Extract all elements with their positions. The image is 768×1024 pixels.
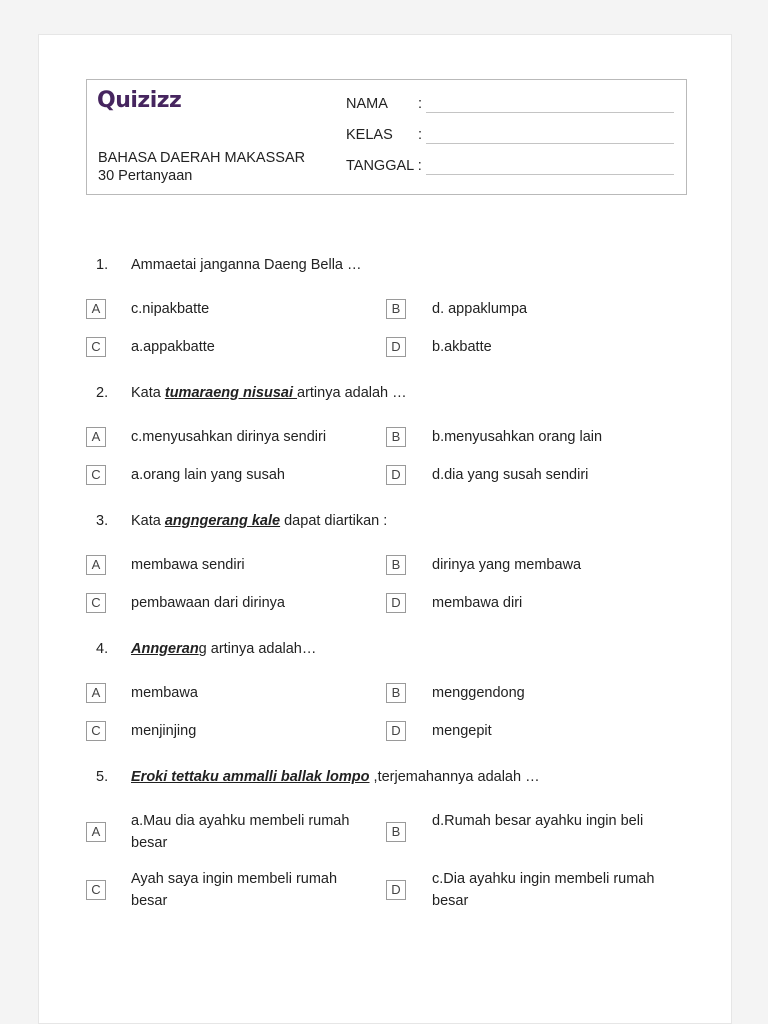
- option-text: b.menyusahkan orang lain: [432, 429, 603, 445]
- option-letter-box[interactable]: D: [386, 721, 406, 741]
- field-separator: :: [417, 158, 422, 174]
- field-label: TANGGAL: [346, 158, 414, 174]
- date-field[interactable]: [346, 158, 422, 174]
- option-letter-box[interactable]: A: [86, 299, 106, 319]
- option-text: menggendong: [432, 685, 525, 701]
- question-text-part: Kata: [131, 513, 165, 529]
- question-number: 4.: [96, 641, 109, 657]
- question-text-part: artinya adalah …: [297, 385, 407, 401]
- question-text: [131, 766, 691, 788]
- option-text: membawa diri: [432, 595, 523, 611]
- option-letter-box[interactable]: A: [86, 427, 106, 447]
- subject-title: BAHASA DAERAH MAKASSAR: [98, 150, 306, 166]
- question-count: 30 Pertanyaan: [98, 168, 193, 184]
- worksheet-page: [38, 34, 732, 1024]
- option-text: c.menyusahkan dirinya sendiri: [131, 429, 327, 445]
- option-text: dirinya yang membawa: [432, 557, 582, 573]
- emphasized-term: angngerang kale: [164, 513, 281, 529]
- subject-info: [98, 149, 305, 185]
- option-text: menjinjing: [131, 723, 197, 739]
- option-text: a.Mau dia ayahku membeli rumah besar: [131, 813, 350, 851]
- option-text: d.dia yang susah sendiri: [432, 467, 589, 483]
- option-letter-box[interactable]: B: [386, 822, 406, 842]
- field-separator: :: [418, 127, 423, 143]
- class-field[interactable]: [346, 127, 422, 143]
- option-letter-box[interactable]: B: [386, 683, 406, 703]
- field-label: KELAS: [346, 127, 393, 143]
- option-text: mengepit: [432, 723, 492, 739]
- question-text: [131, 638, 691, 660]
- date-line: [426, 174, 674, 175]
- option-text: c.nipakbatte: [131, 301, 210, 317]
- option-letter-box[interactable]: C: [86, 880, 106, 900]
- option-letter-box[interactable]: A: [86, 555, 106, 575]
- option-text: pembawaan dari dirinya: [131, 595, 285, 611]
- option-letter-box[interactable]: A: [86, 683, 106, 703]
- option-text: membawa sendiri: [131, 557, 245, 573]
- class-line: [426, 143, 674, 144]
- field-separator: :: [418, 96, 423, 112]
- worksheet-header: [86, 79, 687, 195]
- option-letter-box[interactable]: D: [386, 465, 406, 485]
- option-text: d.Rumah besar ayahku ingin beli: [432, 813, 644, 829]
- question-text: [131, 382, 691, 404]
- name-line: [426, 112, 674, 113]
- question-number: 3.: [96, 513, 109, 529]
- option-letter-box[interactable]: C: [86, 337, 106, 357]
- field-label: NAMA: [346, 96, 388, 112]
- question-text-part: dapat diartikan :: [280, 513, 388, 529]
- emphasized-term: tumaraeng nisusai: [164, 385, 298, 401]
- option-letter-box[interactable]: C: [86, 593, 106, 613]
- option-text: b.akbatte: [432, 339, 492, 355]
- option-text: membawa: [131, 685, 198, 701]
- emphasized-term: Anngeran: [131, 641, 199, 657]
- option-letter-box[interactable]: B: [386, 427, 406, 447]
- option-text: a.appakbatte: [131, 339, 215, 355]
- question-text-part: Ammaetai janganna Daeng Bella …: [131, 257, 362, 273]
- question-text-part: g artinya adalah…: [198, 641, 317, 657]
- quizizz-logo: Quizizz: [97, 88, 182, 113]
- option-letter-box[interactable]: B: [386, 299, 406, 319]
- question-text: [131, 510, 691, 532]
- option-text: c.Dia ayahku ingin membeli rumah besar: [432, 871, 655, 909]
- option-letter-box[interactable]: B: [386, 555, 406, 575]
- name-field[interactable]: [346, 96, 422, 112]
- option-letter-box[interactable]: C: [86, 465, 106, 485]
- question-text-part: ,terjemahannya adalah …: [369, 769, 540, 785]
- option-letter-box[interactable]: D: [386, 593, 406, 613]
- option-text: Ayah saya ingin membeli rumah besar: [131, 871, 338, 909]
- option-letter-box[interactable]: D: [386, 337, 406, 357]
- question-number: 5.: [96, 769, 109, 785]
- question-number: 1.: [96, 257, 109, 273]
- option-letter-box[interactable]: C: [86, 721, 106, 741]
- option-letter-box[interactable]: A: [86, 822, 106, 842]
- emphasized-term: Eroki tettaku ammalli ballak lompo: [131, 769, 370, 785]
- option-text: a.orang lain yang susah: [131, 467, 285, 483]
- question-text: [131, 254, 691, 276]
- question-text-part: Kata: [131, 385, 165, 401]
- question-number: 2.: [96, 385, 109, 401]
- option-text: d. appaklumpa: [432, 301, 528, 317]
- option-letter-box[interactable]: D: [386, 880, 406, 900]
